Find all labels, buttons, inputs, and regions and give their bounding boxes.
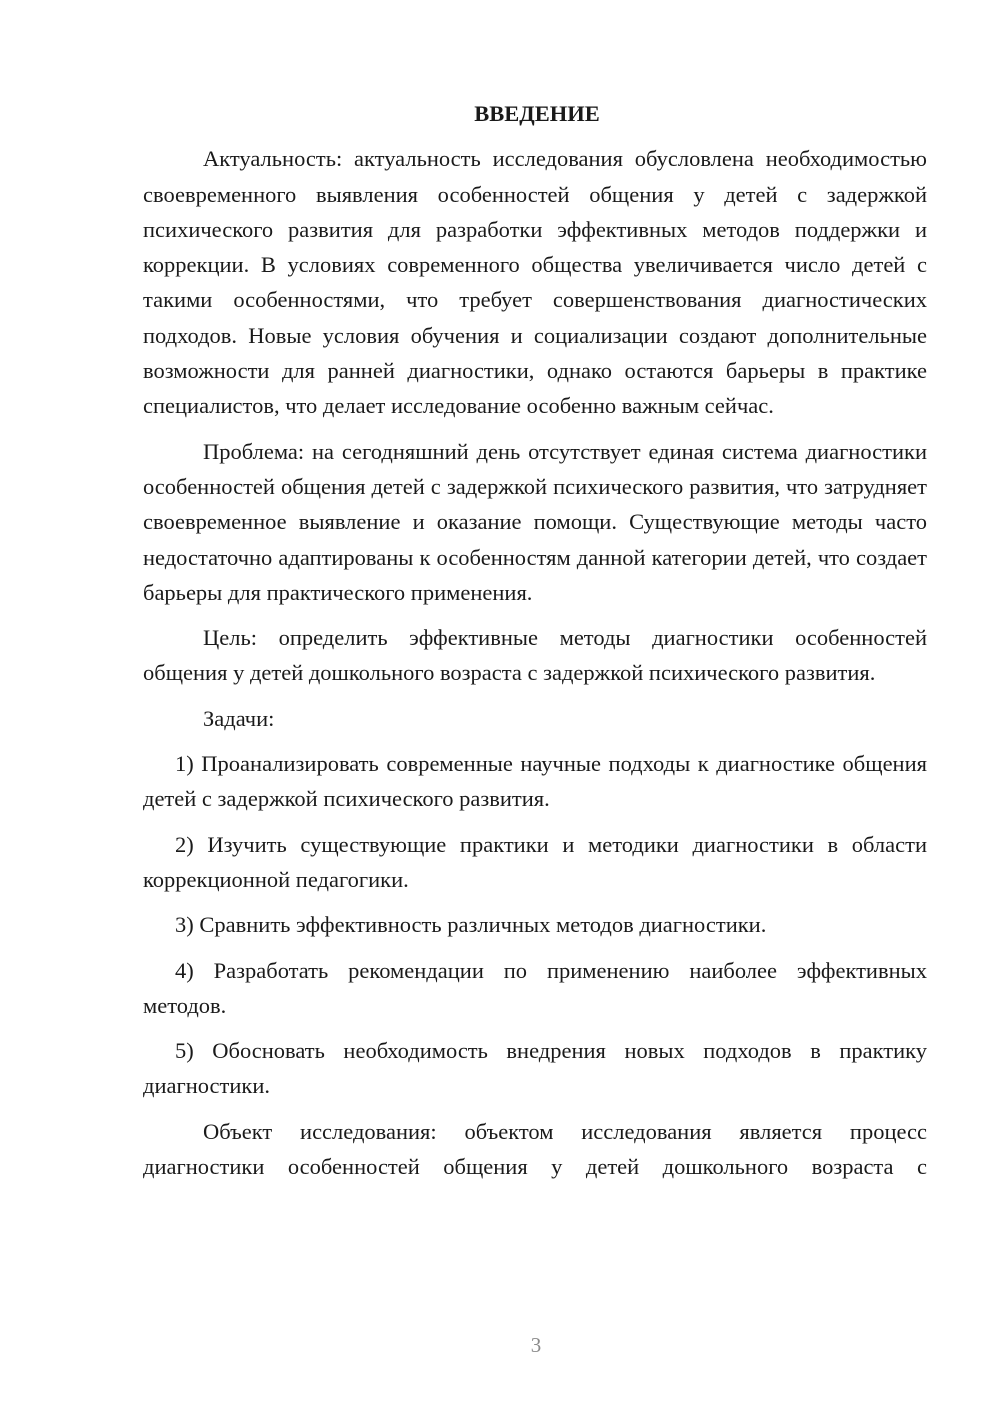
tasks-label: Задачи:	[203, 705, 275, 731]
section-title: ВВЕДЕНИЕ	[474, 101, 600, 126]
task-item: 5) Обосновать необходимость внедрения новых подходов в практику диагностики.	[143, 1038, 927, 1099]
task-item: 2) Изучить существующие практики и методики диагностики в области коррекционной педагогики.	[143, 831, 927, 892]
task-item: 4) Разработать рекомендации по применению наиболее эффективных методов.	[143, 957, 927, 1018]
task-item: 1) Проанализировать современные научные подходы к диагностике общения детей с задержкой психического развития.	[143, 751, 927, 812]
relevance-paragraph: Актуальность: актуальность исследования обусловлена необходимостью своевременного выявления особенностей общения у детей с задержкой психического развития для разработки эффективных методов поддержки и коррекции. В условиях современного общества увеличивается число детей с такими особенностями, что требует совершенствования диагностических подходов. Новые условия обучения и социализации создают дополнительные возможности для ранней диагностики, однако остаются барьеры в практике специалистов, что делает исследование особенно важным сейчас.	[143, 146, 927, 419]
problem-paragraph: Проблема: на сегодняшний день отсутствует единая система диагностики особенностей общения детей с задержкой психического развития, что затрудняет своевременное выявление и оказание помощи. Существующие методы часто недостаточно адаптированы к особенностям данной категории детей, что создает барьеры для практического применения.	[143, 438, 927, 605]
task-item: 3) Сравнить эффективность различных методов диагностики.	[175, 912, 767, 938]
document-body	[143, 96, 927, 1184]
goal-paragraph: Цель: определить эффективные методы диагностики особенностей общения у детей дошкольного возраста с задержкой психического развития.	[143, 625, 927, 686]
page-number: 3	[530, 1333, 542, 1357]
object-paragraph: Объект исследования: объектом исследования является процесс диагностики особенностей общения у детей дошкольного возраста с	[143, 1118, 927, 1180]
